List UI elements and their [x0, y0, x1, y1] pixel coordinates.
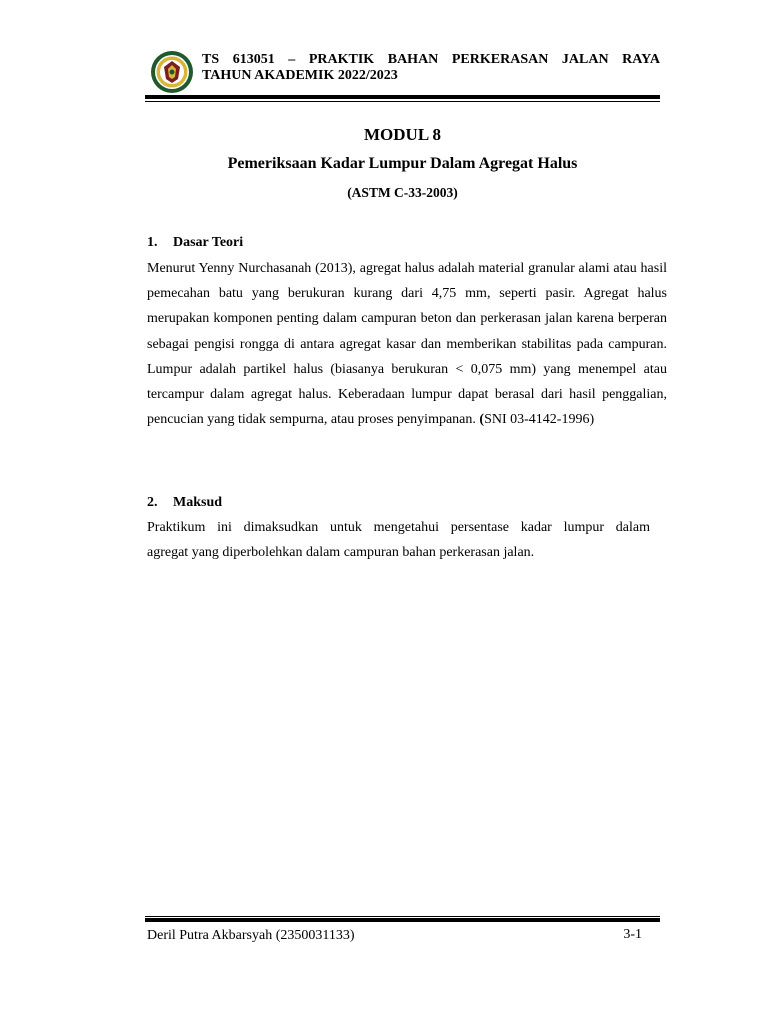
footer-divider-thick — [145, 918, 660, 922]
academic-year: TAHUN AKADEMIK 2022/2023 — [202, 68, 398, 83]
maksud-line-2: agregat yang diperbolehkan dalam campuran bahan perkerasan jalan. — [147, 545, 535, 561]
section-number: 1. — [147, 235, 158, 250]
citation-text: SNI 03-4142-1996) — [484, 412, 595, 428]
maksud-line-1: Praktikum ini dimaksudkan untuk mengetahui persentase kadar lumpur dalam — [147, 520, 650, 535]
module-standard: (ASTM C-33-2003) — [347, 185, 458, 200]
document-header — [150, 50, 660, 100]
citation-open-paren: ( — [479, 412, 485, 428]
course-title: TS 613051 – PRAKTIK BAHAN PERKERASAN JALAN RAYA — [202, 52, 660, 67]
header-divider-thin — [145, 101, 660, 102]
section-title: Maksud — [173, 495, 223, 510]
section-heading-dasar-teori — [147, 234, 243, 252]
footer-author: Deril Putra Akbarsyah (2350031133) — [147, 928, 355, 943]
university-seal-icon — [150, 50, 194, 94]
header-title — [202, 52, 660, 84]
section-body-maksud — [147, 515, 650, 565]
page-number: 3-1 — [623, 927, 642, 942]
dasar-teori-text: Menurut Yenny Nurchasanah (2013), agregat halus adalah material granular alami atau hasil pemecahan batu yang berukuran kurang dari 4,75 mm, seperti pasir. Agregat halus merupakan komponen penting dalam campuran beton dan perkerasan jalan karena berperan sebagai pengisi rongga di antara agregat kasar dan memberikan stabilitas pada campuran. Lumpur adalah partikel halus (biasanya berukuran < 0,075 mm) yang menempel atau tercampur dalam agregat halus. Keberadaan lumpur dapat berasal dari hasil penggalian, pencucian yang tidak sempurna, atau proses penyimpanan. — [147, 261, 667, 428]
section-heading-maksud — [147, 494, 222, 512]
section-number: 2. — [147, 495, 158, 510]
section-body-dasar-teori — [147, 256, 667, 432]
module-subject: Pemeriksaan Kadar Lumpur Dalam Agregat Halus — [227, 155, 578, 172]
footer-divider-thin — [145, 916, 660, 917]
header-divider-thick — [145, 95, 660, 99]
module-title: MODUL 8 — [364, 125, 441, 144]
section-title: Dasar Teori — [173, 235, 244, 250]
